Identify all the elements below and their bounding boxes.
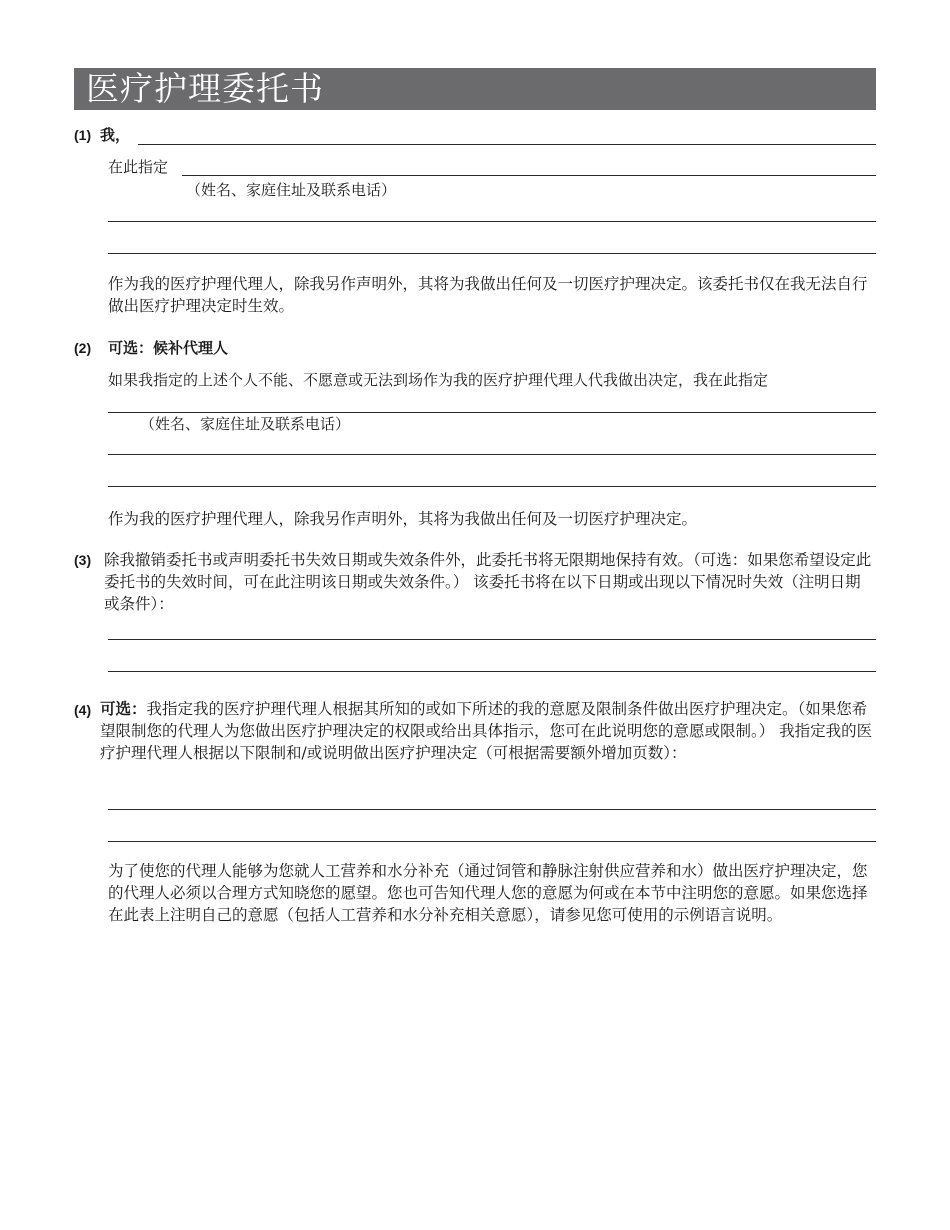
agent-line-1[interactable] (182, 175, 876, 176)
section-4-note: 为了使您的代理人能够为您就人工营养和水分补充（通过饲管和静脉注射供应营养和水）做出医疗护理决定，您的代理人必须以合理方式知晓您的愿望。您也可告知代理人您的意愿为何或在本节中注明您的意愿。如果您选择在此表上注明自己的意愿（包括人工营养和水分补充相关意愿），请参见您可使用的示例语言说明。 (108, 862, 868, 924)
expiration-line-1[interactable] (108, 639, 876, 640)
form-title: 医疗护理委托书 (86, 69, 324, 108)
section-3-number: (3) (74, 552, 92, 568)
designate-label: 在此指定 (108, 158, 169, 176)
section-1-label: 我， (100, 126, 131, 144)
section-2-title: 可选：候补代理人 (108, 339, 229, 357)
section-4-number: (4) (74, 702, 92, 718)
section-3-paragraph: 除我撤销委托书或声明委托书失效日期或失效条件外，此委托书将无限期地保持有效。（可选：如果您希望设定此委托书的失效时间，可在此注明该日期或失效条件。） 该委托书将在以下日期或出现以下情况时失效（注明日期或条件）： (104, 551, 872, 613)
section-2-number: (2) (74, 340, 92, 356)
alternate-line-3[interactable] (108, 486, 876, 487)
section-2-intro: 如果我指定的上述个人不能、不愿意或无法到场作为我的医疗护理代理人代我做出决定，我在此指定 (108, 371, 769, 389)
instructions-line-1[interactable] (108, 809, 876, 810)
agent-line-3[interactable] (108, 253, 876, 254)
alternate-line-2[interactable] (108, 454, 876, 455)
principal-name-line[interactable] (138, 144, 876, 145)
alternate-line-1[interactable] (108, 412, 876, 413)
agent-hint: （姓名、家庭住址及联系电话） (186, 181, 397, 199)
expiration-line-2[interactable] (108, 671, 876, 672)
section-4-paragraph (100, 698, 874, 764)
agent-line-2[interactable] (108, 221, 876, 222)
section-1-number: (1) (74, 127, 92, 143)
section-4-bold-lead: 可选： (100, 700, 147, 718)
instructions-line-2[interactable] (108, 841, 876, 842)
section-1-paragraph: 作为我的医疗护理代理人，除我另作声明外，其将为我做出任何及一切医疗护理决定。该委托书仅在我无法自行做出医疗护理决定时生效。 (108, 275, 868, 315)
title-bar (74, 68, 876, 110)
section-4-text: 我指定我的医疗护理代理人根据其所知的或如下所述的我的意愿及限制条件做出医疗护理决定。（如果您希望限制您的代理人为您做出医疗护理决定的权限或给出具体指示，您可在此说明您的意愿或限制。） 我指定我的医疗护理代理人根据以下限制和/或说明做出医疗护理决定（可根据需要额外增加页数）： (100, 700, 873, 762)
alternate-hint: （姓名、家庭住址及联系电话） (140, 415, 351, 433)
section-2-paragraph: 作为我的医疗护理代理人，除我另作声明外，其将为我做出任何及一切医疗护理决定。 (108, 510, 698, 528)
